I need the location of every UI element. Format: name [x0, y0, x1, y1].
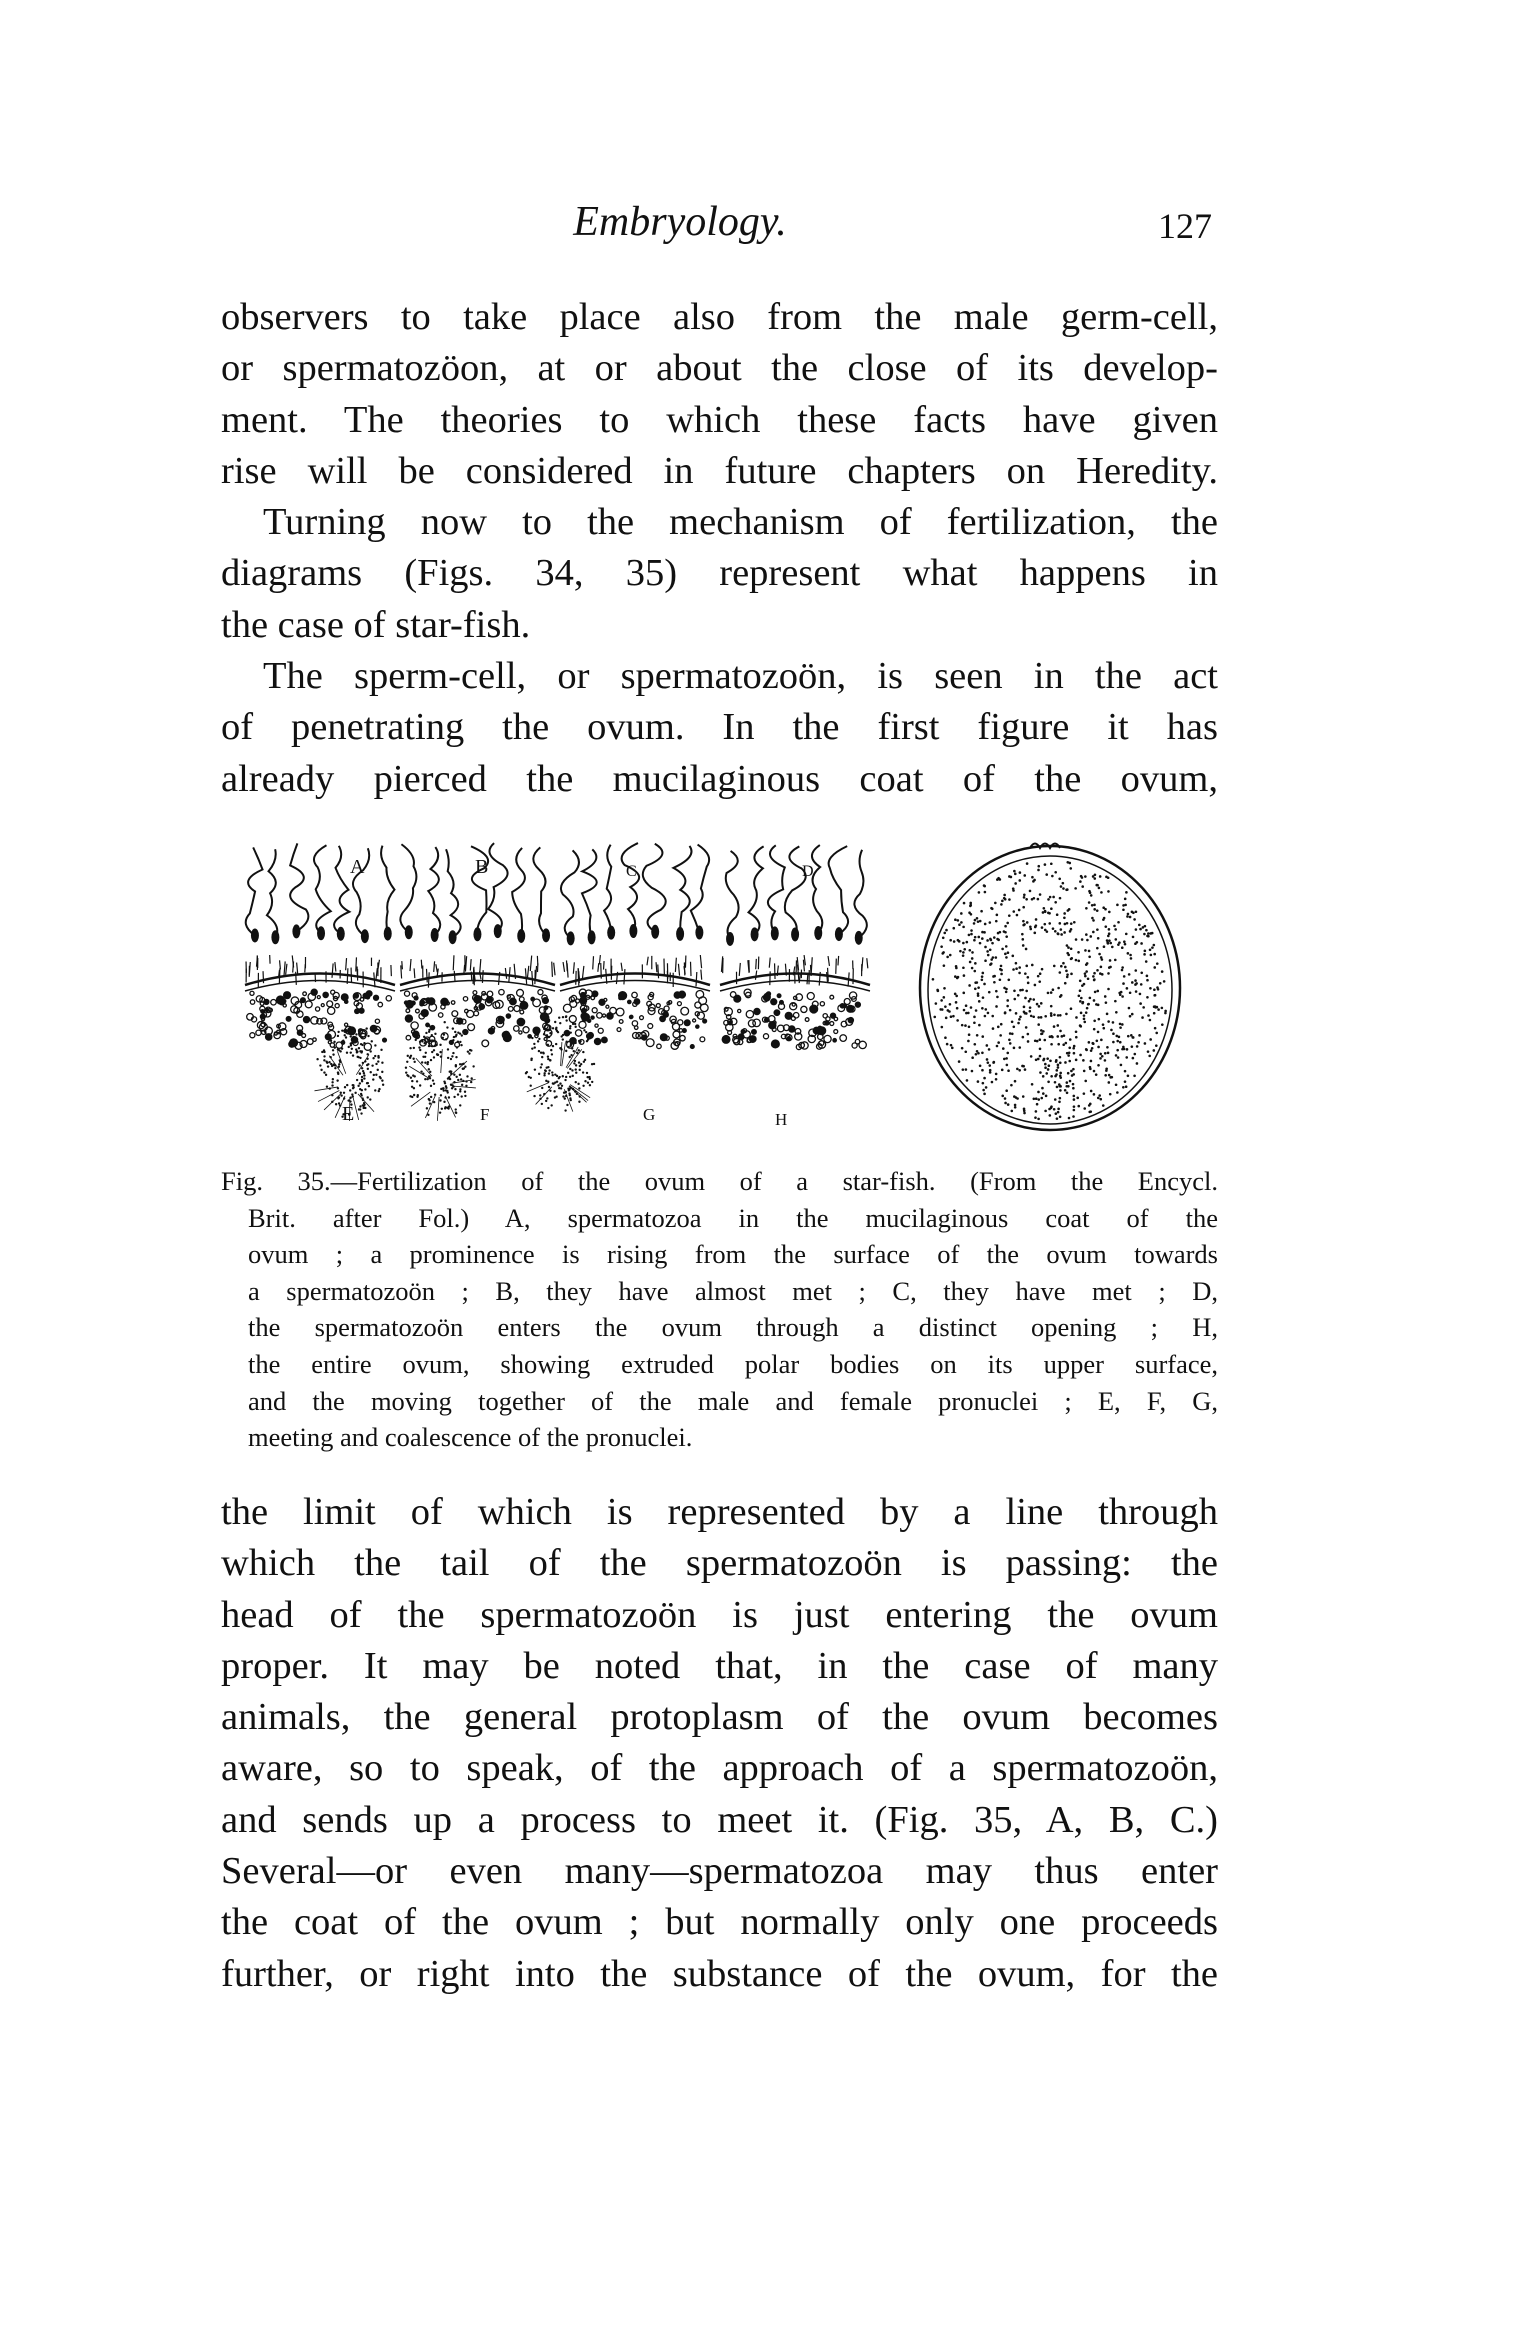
text-line: and sends up a process to meet it. (Fig. 35, A, B, C.)	[221, 1798, 1218, 1841]
caption-line: Brit. after Fol.) A, spermatozoa in the mucilaginous coat of the	[248, 1202, 1218, 1233]
text-line: further, or right into the substance of the ovum, for the	[221, 1952, 1218, 1995]
panel-a	[245, 843, 395, 1050]
caption-line: meeting and coalescence of the pronuclei.	[248, 1422, 693, 1453]
caption-line: a spermatozoön ; B, they have almost met ; C, they have met ; D,	[248, 1275, 1218, 1306]
text-line: head of the spermatozoön is just entering the ovum	[221, 1593, 1218, 1636]
body-text-bottom	[221, 1487, 1218, 2000]
figure-label-d: D	[802, 863, 814, 880]
text-line: aware, so to speak, of the approach of a spermatozoön,	[221, 1747, 1218, 1790]
text-line: diagrams (Figs. 34, 35) represent what happens in	[221, 552, 1218, 595]
text-line: observers to take place also from the male germ-cell,	[221, 296, 1218, 338]
text-line: animals, the general protoplasm of the ovum becomes	[221, 1696, 1218, 1739]
text-line: the coat of the ovum ; but normally only one proceeds	[221, 1901, 1218, 1944]
text-line: Turning now to the mechanism of fertilization, the	[263, 501, 1218, 544]
text-line: or spermatozöon, at or about the close of its develop-	[221, 347, 1218, 390]
text-line: The sperm-cell, or spermatozoön, is seen in the act	[263, 655, 1218, 698]
figure-label-h: H	[775, 1110, 788, 1129]
text-line: which the tail of the spermatozoön is passing: the	[221, 1542, 1218, 1585]
text-line: the case of star-fish.	[221, 603, 531, 646]
caption-line: ovum ; a prominence is rising from the surface of the ovum towards	[248, 1239, 1218, 1270]
figure-label-e: E	[342, 1103, 355, 1125]
caption-line: and the moving together of the male and female pronuclei ; E, F, G,	[248, 1385, 1218, 1416]
text-line: proper. It may be noted that, in the case of many	[221, 1644, 1218, 1687]
text-line: rise will be considered in future chapters on Heredity.	[221, 449, 1218, 492]
figure-label-f: F	[480, 1105, 490, 1124]
panel-h-whole-ovum	[920, 844, 1180, 1131]
panel-d	[720, 845, 870, 1049]
text-line: already pierced the mucilaginous coat of the ovum,	[221, 757, 1218, 800]
caption-line: Fig. 35.—Fertilization of the ovum of a star-fish. (From the Encycl.	[221, 1166, 1218, 1196]
text-line: the limit of which is represented by a line through	[221, 1491, 1218, 1533]
figure-caption	[221, 1163, 1218, 1456]
text-line: of penetrating the ovum. In the first figure it has	[221, 706, 1218, 749]
text-line: Several—or even many—spermatozoa may thus enter	[221, 1850, 1218, 1893]
figure-label-a: A	[350, 856, 365, 878]
running-head-title: Embryology.	[573, 199, 787, 245]
text-line: ment. The theories to which these facts have given	[221, 398, 1218, 441]
figure-label-g: G	[643, 1105, 656, 1124]
figure-label-b: B	[475, 856, 489, 878]
body-text-top	[221, 292, 1218, 805]
caption-line: the entire ovum, showing extruded polar bodies on its upper surface,	[248, 1348, 1218, 1379]
page-number: 127	[1158, 206, 1212, 246]
caption-line: the spermatozoön enters the ovum through a distinct opening ; H,	[248, 1312, 1218, 1343]
figure-35-illustration	[230, 830, 1250, 1160]
figure-panels	[245, 843, 1180, 1130]
figure-label-c: C	[626, 863, 637, 880]
